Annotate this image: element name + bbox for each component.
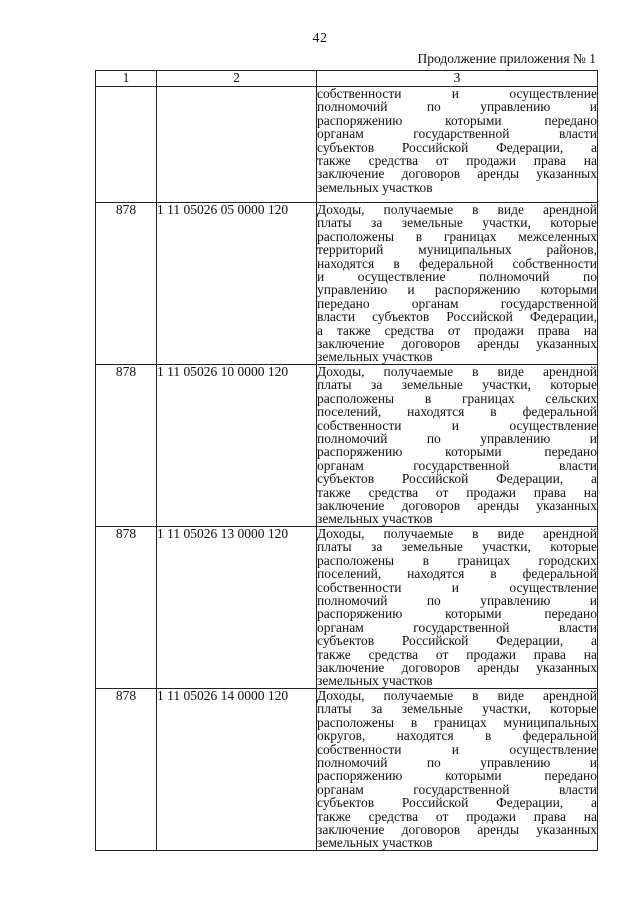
description-line: заключение договоров аренды указанных (317, 498, 597, 514)
description-line: полномочий по управлению и (317, 755, 597, 771)
description-line: также средства от продажи права на (317, 153, 597, 169)
description-line: заключение договоров аренды указанных (317, 660, 597, 676)
description-line: и осуществление полномочий по (317, 269, 597, 285)
column-header-1: 1 (96, 71, 157, 87)
description-line: поселений, находятся в федеральной (317, 404, 597, 420)
table-row (96, 689, 598, 851)
description-line: передано органам государственной (317, 295, 597, 311)
description-line: территорий муниципальных районов, (317, 242, 597, 258)
admin-code-cell: 878 (96, 365, 157, 527)
description-line: Доходы, получаемые в виде арендной (317, 202, 597, 217)
description-cell (317, 527, 598, 689)
table-row (96, 365, 598, 527)
description-line: распоряжению которыми передано (317, 444, 597, 460)
description-line: Доходы, получаемые в виде арендной (317, 526, 597, 541)
description-line: органам государственной власти (317, 781, 597, 797)
description-line: земельных участков (317, 349, 433, 365)
description-line: субъектов Российской Федерации, а (317, 139, 597, 155)
description-line: расположены в границах городских (317, 552, 597, 568)
budget-code-cell (157, 87, 317, 203)
description-line: расположены в границах сельских (317, 390, 597, 406)
column-header-3: 3 (317, 71, 598, 87)
admin-code-cell: 878 (96, 203, 157, 365)
description-line: платы за земельные участки, которые (317, 215, 597, 231)
table-row (96, 87, 598, 203)
budget-code-cell: 1 11 05026 13 0000 120 (157, 527, 317, 689)
description-line: платы за земельные участки, которые (317, 377, 597, 393)
description-line: земельных участков (317, 511, 433, 527)
description-line: органам государственной власти (317, 619, 597, 635)
admin-code-cell: 878 (96, 527, 157, 689)
page-number: 42 (312, 31, 328, 46)
description-line: собственности и осуществление (317, 579, 597, 595)
description-line: собственности и осуществление (317, 86, 597, 101)
description-cell (317, 689, 598, 851)
description-line: также средства от продажи права на (317, 646, 597, 662)
admin-code-cell (96, 87, 157, 203)
description-line: земельных участков (317, 673, 433, 689)
description-line: полномочий по управлению и (317, 99, 597, 115)
description-line: заключение договоров аренды указанных (317, 336, 597, 352)
table-row (96, 527, 598, 689)
description-line: платы за земельные участки, которые (317, 539, 597, 555)
description-line: органам государственной власти (317, 126, 597, 142)
description-line: субъектов Российской Федерации, а (317, 471, 597, 487)
description-line: Доходы, получаемые в виде арендной (317, 364, 597, 379)
table-header-row (96, 71, 598, 87)
description-line: Доходы, получаемые в виде арендной (317, 688, 597, 703)
description-line: полномочий по управлению и (317, 593, 597, 609)
admin-code-cell: 878 (96, 689, 157, 851)
description-line: также средства от продажи права на (317, 484, 597, 500)
description-line: распоряжению которыми передано (317, 768, 597, 784)
description-line: власти субъектов Российской Федерации, (317, 309, 597, 325)
description-line: органам государственной власти (317, 457, 597, 473)
description-line: также средства от продажи права на (317, 808, 597, 824)
description-line: расположены в границах муниципальных (317, 714, 597, 730)
revenue-codes-table (95, 70, 598, 851)
description-line: собственности и осуществление (317, 741, 597, 757)
description-line: расположены в границах межселенных (317, 228, 597, 244)
description-line: платы за земельные участки, которые (317, 701, 597, 717)
continuation-label: Продолжение приложения № 1 (417, 51, 596, 66)
description-line: распоряжению которыми передано (317, 112, 597, 128)
description-line: распоряжению которыми передано (317, 606, 597, 622)
description-line: собственности и осуществление (317, 417, 597, 433)
description-line: находятся в федеральной собственности (317, 255, 597, 271)
description-line: земельных участков (317, 835, 433, 851)
budget-code-cell: 1 11 05026 05 0000 120 (157, 203, 317, 365)
description-line: поселений, находятся в федеральной (317, 566, 597, 582)
description-line: субъектов Российской Федерации, а (317, 795, 597, 811)
description-cell (317, 365, 598, 527)
description-line: заключение договоров аренды указанных (317, 822, 597, 838)
description-line: а также средства от продажи права на (317, 322, 597, 338)
description-line: управлению и распоряжению которыми (317, 282, 597, 298)
budget-code-cell: 1 11 05026 10 0000 120 (157, 365, 317, 527)
description-cell (317, 203, 598, 365)
description-line: заключение договоров аренды указанных (317, 166, 597, 182)
description-cell (317, 87, 598, 203)
description-line: округов, находятся в федеральной (317, 728, 597, 744)
description-line: полномочий по управлению и (317, 431, 597, 447)
column-header-2: 2 (157, 71, 317, 87)
description-line: земельных участков (317, 179, 433, 195)
description-line: субъектов Российской Федерации, а (317, 633, 597, 649)
budget-code-cell: 1 11 05026 14 0000 120 (157, 689, 317, 851)
table-row (96, 203, 598, 365)
